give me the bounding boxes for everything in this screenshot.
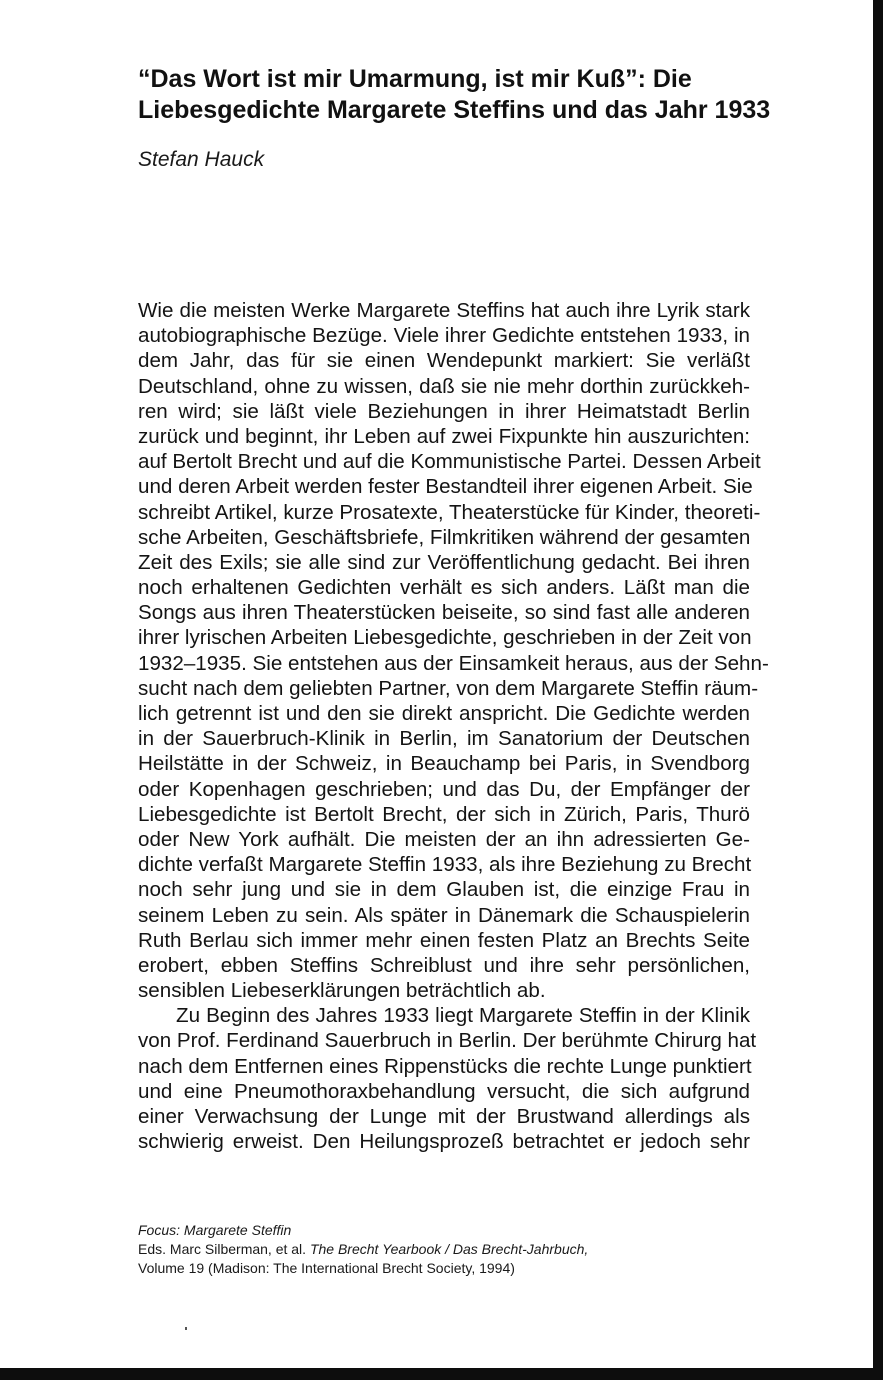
text-line: sche Arbeiten, Geschäftsbriefe, Filmkritiken während der gesamten: [138, 525, 751, 549]
text-line: dichte verfaßt Margarete Steffin 1933, als ihre Beziehung zu Brecht: [138, 853, 752, 877]
text-line: Heilstätte in der Schweiz, in Beauchamp bei Paris, in Svendborg: [138, 752, 750, 776]
scan-speck: [185, 1327, 187, 1330]
paragraph-2: [138, 1003, 757, 1154]
text-line: dem Jahr, das für sie einen Wendepunkt markiert: Sie verläßt: [138, 349, 750, 373]
text-line: sucht nach dem geliebten Partner, von dem Margarete Steffin räum-: [138, 676, 759, 700]
yearbook-title: The Brecht Yearbook / Das Brecht-Jahrbuch,: [309, 1241, 589, 1257]
text-line: und deren Arbeit werden fester Bestandteil ihrer eigenen Arbeit. Sie: [138, 475, 753, 499]
text-line: Deutschland, ohne zu wissen, daß sie nie mehr dorthin zurückkeh-: [138, 374, 750, 398]
text-line: auf Bertolt Brecht und auf die Kommunistische Partei. Dessen Arbeit: [138, 450, 761, 474]
text-line: sensiblen Liebeserklärungen beträchtlich ab.: [138, 979, 546, 1003]
volume-line: Volume 19 (Madison: The International Brecht Society, 1994): [138, 1260, 515, 1276]
paragraph-1: [138, 298, 769, 1003]
text-line: noch erhaltenen Gedichten verhält es sich anders. Läßt man die: [138, 576, 750, 600]
text-line: seinem Leben zu sein. Als später in Dänemark die Schauspielerin: [138, 903, 750, 927]
scan-border-right: [873, 0, 883, 1380]
text-line: Wie die meisten Werke Margarete Steffins hat auch ihre Lyrik stark: [138, 299, 750, 322]
text-line: und eine Pneumothoraxbehandlung versucht, die sich aufgrund: [138, 1079, 750, 1103]
citation-footer: [138, 1221, 698, 1278]
text-line: lich getrennt ist und den sie direkt anspricht. Die Gedichte werden: [138, 702, 750, 725]
text-line: Ruth Berlau sich immer mehr einen festen Platz an Brechts Seite: [138, 928, 750, 952]
text-line: erobert, ebben Steffins Schreiblust und ihre sehr persönlichen,: [138, 953, 750, 977]
text-line: Zu Beginn des Jahres 1933 liegt Margarete Steffin in der Klinik: [176, 1004, 750, 1028]
text-line: schreibt Artikel, kurze Prosatexte, Theaterstücke für Kinder, theoreti-: [138, 500, 761, 524]
text-line: Zeit des Exils; sie alle sind zur Veröffentlichung gedacht. Bei ihren: [138, 550, 750, 574]
text-line: noch sehr jung und sie in dem Glauben ist, die einzige Frau in: [138, 878, 750, 902]
text-line: nach dem Entfernen eines Rippenstücks die rechte Lunge punktiert: [138, 1054, 752, 1078]
text-line: ren wird; sie läßt viele Beziehungen in ihrer Heimatstadt Berlin: [138, 399, 750, 423]
text-line: schwierig erweist. Den Heilungsprozeß betrachtet er jedoch sehr: [138, 1130, 750, 1154]
text-line: Songs aus ihren Theaterstücken beiseite, so sind fast alle anderen: [138, 601, 750, 625]
text-line: ihrer lyrischen Arbeiten Liebesgedichte, geschrieben in der Zeit von: [138, 626, 752, 650]
text-line: autobiographische Bezüge. Viele ihrer Gedichte entstehen 1933, in: [138, 324, 750, 348]
text-line: von Prof. Ferdinand Sauerbruch in Berlin. Der berühmte Chirurg hat: [138, 1029, 757, 1053]
text-line: 1932–1935. Sie entstehen aus der Einsamkeit heraus, aus der Sehn-: [138, 651, 769, 675]
editors-line: [138, 1240, 698, 1259]
editors-prefix: Eds. Marc Silberman, et al.: [138, 1241, 310, 1257]
text-line: Liebesgedichte ist Bertolt Brecht, der sich in Zürich, Paris, Thurö: [138, 802, 750, 826]
focus-line: Focus: Margarete Steffin: [138, 1222, 292, 1238]
text-line: einer Verwachsung der Lunge mit der Brustwand allerdings als: [138, 1105, 750, 1128]
text-line: in der Sauerbruch-Klinik in Berlin, im Sanatorium der Deutschen: [138, 727, 750, 751]
text-line: zurück und beginnt, ihr Leben auf zwei Fixpunkte hin auszurichten:: [138, 424, 750, 448]
title-line: Liebesgedichte Margarete Steffins und das Jahr 1933: [138, 96, 771, 124]
author-name: Stefan Hauck: [138, 148, 265, 171]
scan-border-bottom: [0, 1368, 883, 1380]
text-line: oder Kopenhagen geschrieben; und das Du, der Empfänger der: [138, 777, 750, 801]
article-body: [138, 298, 769, 1154]
text-line: oder New York aufhält. Die meisten der an ihn adressierten Ge-: [138, 827, 750, 851]
article-title: [138, 64, 778, 126]
title-line: “Das Wort ist mir Umarmung, ist mir Kuß”: Die: [138, 65, 692, 93]
